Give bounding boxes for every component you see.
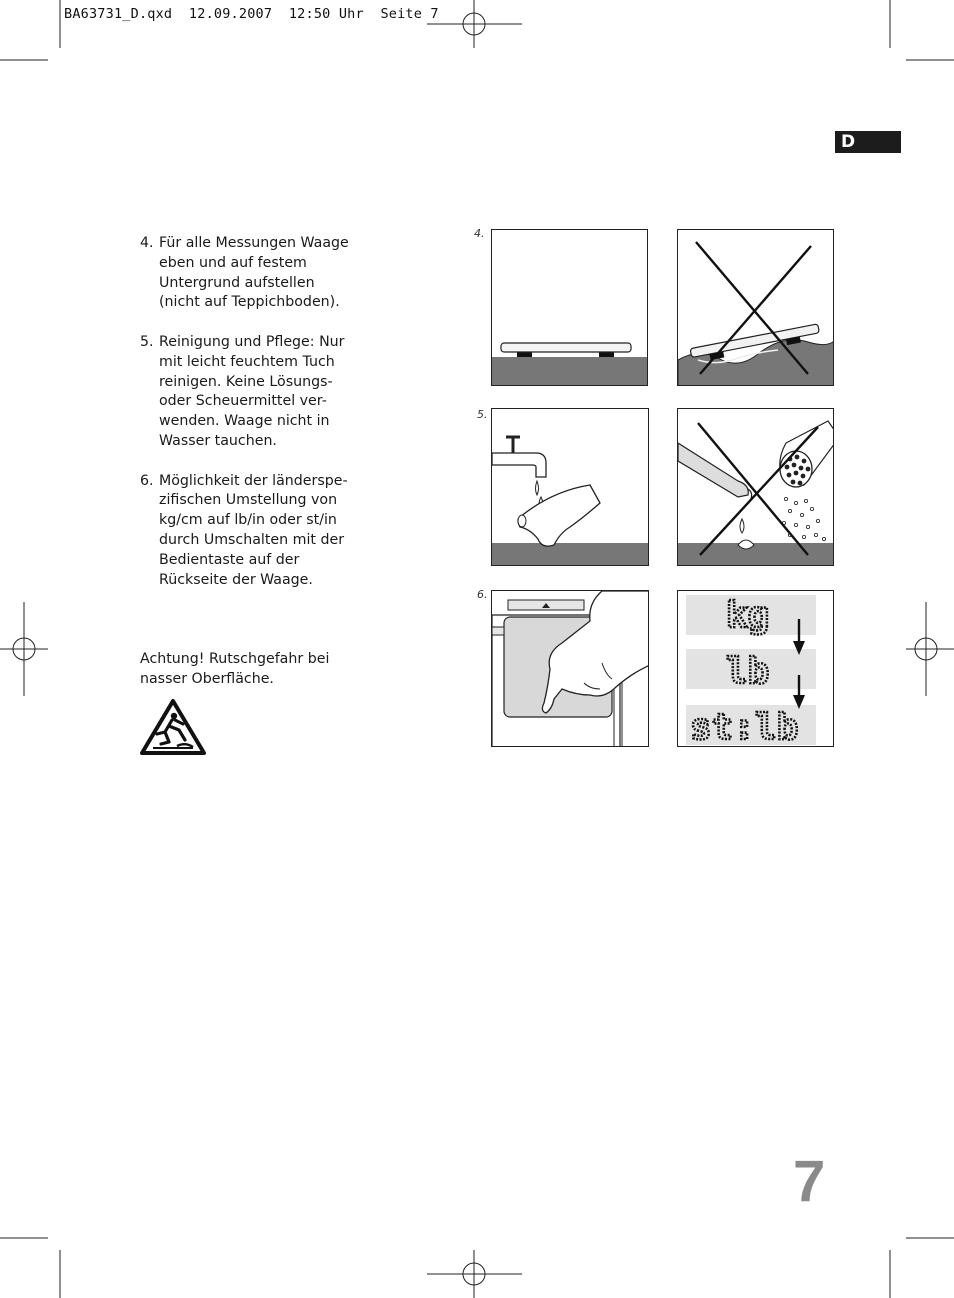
figure-damp-cloth <box>491 408 649 566</box>
instruction-line: wenden. Waage nicht in <box>159 413 330 430</box>
figure-label-5: 5. <box>477 408 488 421</box>
instruction-line: Rückseite der Waage. <box>159 571 313 588</box>
instruction-line: durch Umschalten mit der <box>159 531 345 548</box>
warning-line: nasser Oberfläche. <box>140 670 274 687</box>
display-unit-st-lb: st:lb <box>690 707 799 747</box>
instruction-line: reinigen. Keine Lösungs- <box>159 373 333 390</box>
slip-warning <box>140 650 370 690</box>
instruction-line: kg/cm auf lb/in oder st/in <box>159 512 337 529</box>
instruction-line: Reinigung und Pflege: Nur <box>159 333 345 350</box>
instruction-number: 4. <box>140 235 154 251</box>
instruction-line: oder Scheuermittel ver- <box>159 393 327 410</box>
figure-scale-flat-floor <box>491 229 648 386</box>
instruction-line: Wasser tauchen. <box>159 432 277 449</box>
figure-scale-carpet-wrong <box>677 229 834 386</box>
instruction-line: Bedientaste auf der <box>159 551 300 568</box>
instruction-line: Untergrund aufstellen <box>159 274 315 291</box>
instruction-line: mit leicht feuchtem Tuch <box>159 353 335 370</box>
instruction-item <box>140 472 370 591</box>
instruction-number: 5. <box>140 333 154 350</box>
figure-unit-display <box>677 590 834 747</box>
slip-hazard-icon <box>139 698 207 756</box>
file-slug: BA63731_D.qxd 12.09.2007 12:50 Uhr Seite 7 <box>64 6 439 22</box>
figure-label-6: 6. <box>477 588 488 601</box>
page-number: 7 <box>793 1149 826 1214</box>
warning-line: Achtung! Rutschgefahr bei <box>140 651 330 667</box>
instruction-line: Für alle Messungen Waage <box>159 235 349 251</box>
instruction-line: zifischen Umstellung von <box>159 492 338 509</box>
instruction-line: Möglichkeit der länderspe- <box>159 472 348 489</box>
figure-label-4: 4. <box>474 227 485 240</box>
instructions-list <box>140 234 370 610</box>
figure-unit-button <box>491 590 649 747</box>
instruction-line: (nicht auf Teppichboden). <box>159 294 340 311</box>
instruction-item <box>140 333 370 452</box>
instruction-number: 6. <box>140 472 154 489</box>
display-unit-lb: lb <box>726 651 770 692</box>
display-unit-kg: kg <box>726 595 770 636</box>
language-tab: D <box>835 131 901 153</box>
figure-no-abrasives-wrong <box>677 408 834 566</box>
instruction-item <box>140 234 370 313</box>
instruction-line: eben und auf festem <box>159 254 307 271</box>
